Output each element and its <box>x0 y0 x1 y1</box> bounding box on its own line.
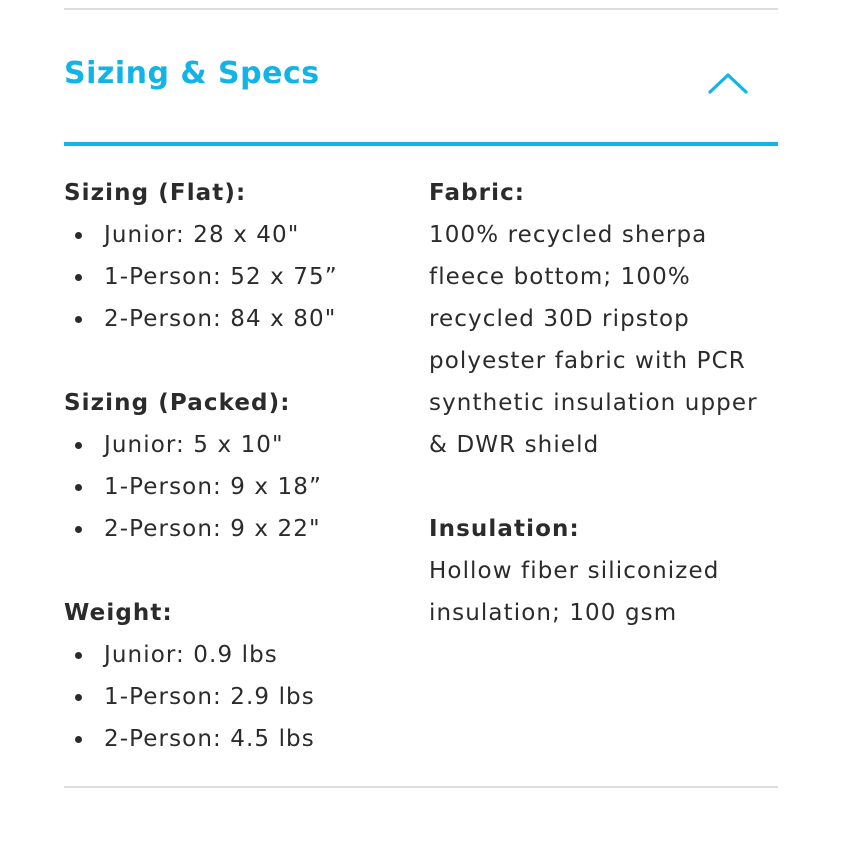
bottom-divider <box>64 786 778 788</box>
sizing-packed-section <box>64 382 414 550</box>
sizing-packed-title: Sizing (Packed): <box>64 390 291 416</box>
sizing-flat-section <box>64 172 414 340</box>
weight-section <box>64 592 414 760</box>
fabric-description: 100% recycled sherpa fleece bottom; 100% recycled 30D ripstop polyester fabric with PCR synthetic insulation upper & DWR shield <box>429 222 758 458</box>
list-item: 1-Person: 52 x 75” <box>64 256 414 298</box>
top-divider <box>64 8 778 10</box>
insulation-title: Insulation: <box>429 516 580 542</box>
fabric-section <box>429 172 779 466</box>
sizing-flat-list <box>64 214 414 340</box>
list-item: 1-Person: 9 x 18” <box>64 466 414 508</box>
list-item: 1-Person: 2.9 lbs <box>64 676 414 718</box>
list-item: 2-Person: 4.5 lbs <box>64 718 414 760</box>
insulation-description: Hollow fiber siliconized insulation; 100 gsm <box>429 558 720 626</box>
sizing-flat-title: Sizing (Flat): <box>64 180 247 206</box>
accordion-title: Sizing & Specs <box>64 56 320 91</box>
specs-right-column <box>429 172 779 676</box>
list-item: 2-Person: 84 x 80" <box>64 298 414 340</box>
list-item: Junior: 5 x 10" <box>64 424 414 466</box>
weight-list <box>64 634 414 760</box>
chevron-up-icon[interactable] <box>706 68 750 98</box>
insulation-section <box>429 508 779 634</box>
list-item: 2-Person: 9 x 22" <box>64 508 414 550</box>
sizing-specs-accordion-header[interactable] <box>64 48 778 146</box>
sizing-packed-list <box>64 424 414 550</box>
specs-left-column <box>64 172 414 802</box>
fabric-title: Fabric: <box>429 180 526 206</box>
list-item: Junior: 28 x 40" <box>64 214 414 256</box>
weight-title: Weight: <box>64 600 173 626</box>
accordion-accent-divider <box>64 142 778 146</box>
list-item: Junior: 0.9 lbs <box>64 634 414 676</box>
